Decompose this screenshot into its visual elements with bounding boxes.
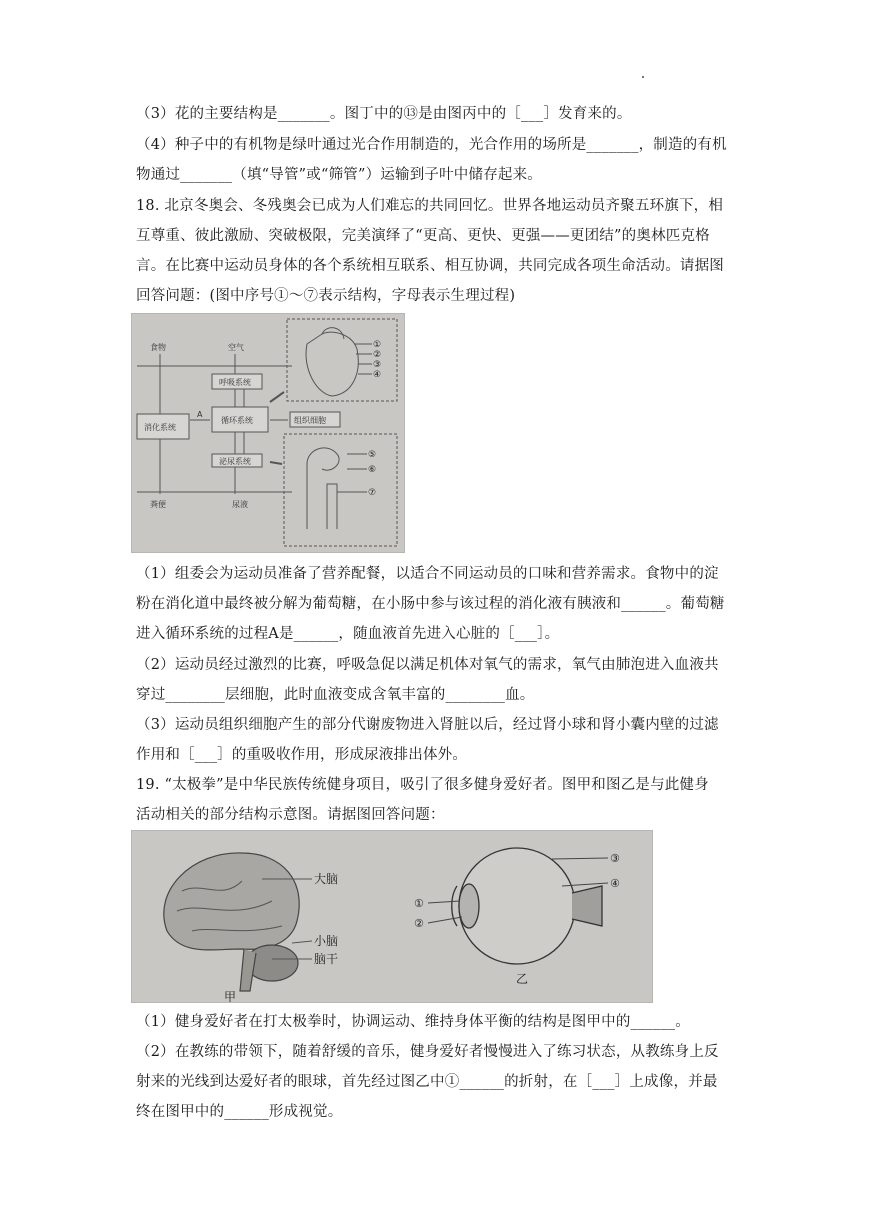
q18-stem-line4: 回答问题：(图中序号①～⑦表示结构，字母表示生理过程): [136, 288, 516, 304]
label-yi: 乙: [516, 972, 529, 986]
eye-label-n4: ④: [610, 877, 620, 890]
label-digestive: 消化系统: [144, 423, 176, 432]
label-n1: ①: [373, 340, 382, 350]
q18-part3-line2: 作用和［___］的重吸收作用，形成尿液排出体外。: [136, 747, 468, 763]
q19-stem-line2: 活动相关的部分结构示意图。请据图回答问题：: [136, 807, 445, 823]
label-food: 食物: [150, 343, 166, 352]
label-feces: 粪便: [150, 500, 166, 509]
brain-eye-diagram: [132, 831, 652, 1002]
body-systems-figure: [131, 313, 405, 553]
label-respiratory: 呼吸系统: [219, 378, 251, 387]
label-n6: ⑥: [368, 465, 377, 475]
label-circulatory: 循环系统: [221, 416, 253, 425]
label-n2: ②: [373, 350, 382, 360]
q18-stem-line3: 言。在比赛中运动员身体的各个系统相互联系、相互协调，共同完成各项生命活动。请据图: [136, 258, 724, 274]
q18-part2-line2: 穿过________层细胞，此时血液变成含氧丰富的________血。: [136, 687, 535, 703]
page-mark: [642, 76, 644, 78]
q19-part2-line3: 终在图甲中的______形成视觉。: [136, 1104, 343, 1120]
q18-part1-line2: 粉在消化道中最终被分解为葡萄糖，在小肠中参与该过程的消化液有胰液和______。葡萄糖: [136, 596, 725, 612]
q18-stem-line1: 18. 北京冬奥会、冬残奥会已成为人们难忘的共同回忆。世界各地运动员齐聚五环旗下，相: [136, 198, 724, 214]
eye-label-n3: ③: [610, 852, 620, 865]
label-jia: 甲: [224, 990, 237, 1002]
label-urine: 尿液: [232, 500, 248, 509]
q19-part2-line2: 射来的光线到达爱好者的眼球，首先经过图乙中①______的折射，在［___］上成像，并最: [136, 1074, 718, 1090]
q19-part1: （1）健身爱好者在打太极拳时，协调运动、维持身体平衡的结构是图甲中的______。: [136, 1014, 690, 1030]
q17-part4-line2: 物通过_______（填“导管”或“筛管”）运输到子叶中储存起来。: [136, 167, 542, 183]
label-n7: ⑦: [368, 488, 377, 498]
q18-part2-line1: （2）运动员经过激烈的比赛，呼吸急促以满足机体对氧气的需求，氧气由肺泡进入血液共: [136, 657, 719, 673]
eye-label-n2: ②: [414, 917, 424, 930]
q18-stem-line2: 互尊重、彼此激励、突破极限，完美演绎了“更高、更快、更强——更团结”的奥林匹克格: [136, 228, 710, 244]
q17-part3: （3）花的主要结构是_______。图丁中的⑬是由图丙中的［___］发育来的。: [136, 106, 632, 122]
label-n5: ⑤: [368, 450, 377, 460]
q19-stem-line1: 19. “太极拳”是中华民族传统健身项目，吸引了很多健身爱好者。图甲和图乙是与此健身: [136, 777, 709, 793]
q19-part2-line1: （2）在教练的带领下，随着舒缓的音乐，健身爱好者慢慢进入了练习状态，从教练身上反: [136, 1044, 719, 1060]
label-cerebrum: 大脑: [314, 872, 339, 886]
label-tissue: 组织细胞: [294, 416, 326, 425]
label-arrow-a: A: [197, 410, 203, 419]
label-brainstem: 脑干: [314, 952, 339, 966]
q18-part1-line1: （1）组委会为运动员准备了营养配餐，以适合不同运动员的口味和营养需求。食物中的淀: [136, 566, 719, 582]
eye-label-n1: ①: [414, 897, 424, 910]
q18-part1-line3: 进入循环系统的过程A是______，随血液首先进入心脏的［___］。: [136, 626, 560, 642]
label-n4: ④: [373, 370, 382, 380]
q17-part4-line1: （4）种子中的有机物是绿叶通过光合作用制造的，光合作用的场所是_______，制造的有机: [136, 137, 727, 153]
label-urinary: 泌尿系统: [219, 457, 251, 466]
q18-part3-line1: （3）运动员组织细胞产生的部分代谢废物进入肾脏以后，经过肾小球和肾小囊内壁的过滤: [136, 717, 719, 733]
label-air: 空气: [228, 343, 244, 352]
label-cerebellum: 小脑: [314, 934, 339, 948]
label-n3: ③: [373, 360, 382, 370]
body-systems-diagram: [132, 314, 404, 552]
brain-eye-figure: [131, 830, 653, 1003]
